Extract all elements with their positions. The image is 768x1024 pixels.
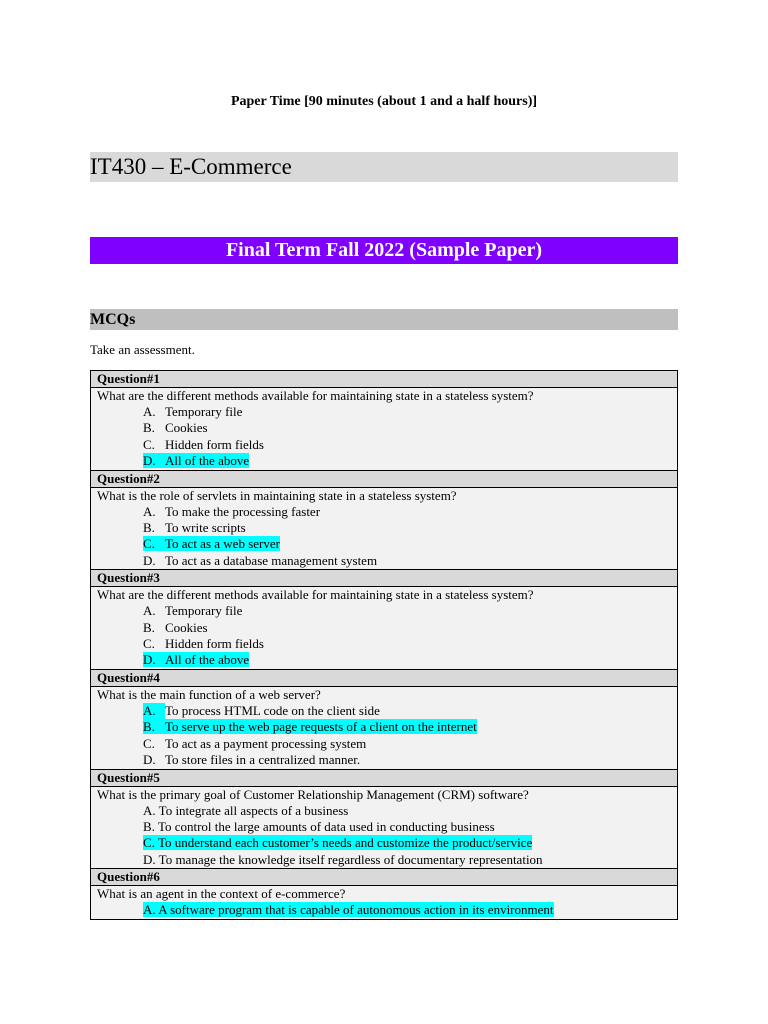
option-letter: B. bbox=[143, 420, 155, 436]
question-body-row bbox=[91, 686, 678, 769]
option-text: Temporary file bbox=[165, 603, 243, 619]
answer-option bbox=[97, 736, 671, 752]
option-text: All of the above bbox=[165, 453, 250, 469]
option-text: To store files in a centralized manner. bbox=[165, 752, 361, 768]
questions-table bbox=[90, 370, 678, 920]
option-letter: A. bbox=[143, 802, 156, 818]
question-body bbox=[91, 786, 678, 869]
answer-option bbox=[97, 803, 671, 819]
answer-option bbox=[97, 553, 671, 569]
option-text: To act as a web server bbox=[165, 536, 280, 552]
answer-option bbox=[97, 504, 671, 520]
question-text: What is the role of servlets in maintaining state in a stateless system? bbox=[97, 487, 457, 503]
answer-option bbox=[97, 703, 671, 719]
option-text: To write scripts bbox=[165, 520, 246, 536]
question-label: Question#2 bbox=[91, 470, 678, 487]
answer-option bbox=[97, 603, 671, 619]
option-letter: A. bbox=[143, 603, 156, 619]
question-body-row bbox=[91, 487, 678, 570]
question-body bbox=[91, 388, 678, 471]
answer-option bbox=[97, 520, 671, 536]
question-body-row bbox=[91, 388, 678, 471]
answer-option bbox=[97, 437, 671, 453]
option-letter: D. bbox=[143, 652, 156, 668]
answer-option bbox=[97, 835, 671, 851]
question-body bbox=[91, 886, 678, 919]
option-letter: D. bbox=[143, 752, 156, 768]
option-text: Hidden form fields bbox=[165, 436, 264, 452]
option-letter: C. bbox=[143, 835, 155, 851]
answer-option bbox=[97, 902, 671, 918]
option-text: A software program that is capable of autonomous action in its environment bbox=[158, 902, 554, 918]
question-text: What is the main function of a web server? bbox=[97, 686, 321, 702]
option-letter: B. bbox=[143, 520, 155, 536]
question-label: Question#4 bbox=[91, 669, 678, 686]
intro-text: Take an assessment. bbox=[90, 342, 195, 357]
question-header-row bbox=[91, 371, 678, 388]
option-letter: D. bbox=[143, 851, 156, 867]
question-label: Question#6 bbox=[91, 869, 678, 886]
option-letter: B. bbox=[143, 619, 155, 635]
option-text: Cookies bbox=[165, 420, 208, 436]
question-header-row bbox=[91, 769, 678, 786]
option-letter: A. bbox=[143, 503, 156, 519]
answer-option bbox=[97, 404, 671, 420]
option-text: To integrate all aspects of a business bbox=[158, 802, 349, 818]
option-text: Hidden form fields bbox=[165, 636, 264, 652]
question-header-row bbox=[91, 669, 678, 686]
option-letter: A. bbox=[143, 404, 156, 419]
option-letter: A. bbox=[143, 902, 156, 918]
option-text: To act as a database management system bbox=[165, 552, 378, 568]
option-text: To make the processing faster bbox=[165, 503, 321, 519]
course-title-text: IT430 – E-Commerce bbox=[90, 154, 292, 179]
paper-time: Paper Time [90 minutes (about 1 and a half hours)] bbox=[230, 94, 538, 109]
answer-option bbox=[97, 652, 671, 668]
answer-option bbox=[97, 636, 671, 652]
section-heading bbox=[90, 309, 678, 330]
option-text: To process HTML code on the client side bbox=[165, 702, 380, 718]
option-text: To control the large amounts of data used in conducting business bbox=[157, 818, 495, 834]
question-body-row bbox=[91, 786, 678, 869]
question-header-row bbox=[91, 570, 678, 587]
question-body bbox=[91, 686, 678, 769]
answer-option bbox=[97, 536, 671, 552]
course-title bbox=[90, 152, 678, 182]
question-body-row bbox=[91, 587, 678, 670]
question-body-row bbox=[91, 886, 678, 919]
option-text: To serve up the web page requests of a client on the internet bbox=[165, 719, 477, 735]
option-letter: C. bbox=[143, 536, 155, 552]
question-text: What is the primary goal of Customer Relationship Management (CRM) software? bbox=[97, 786, 529, 802]
question-header-row bbox=[91, 869, 678, 886]
answer-option bbox=[97, 620, 671, 636]
question-text: What are the different methods available for maintaining state in a stateless system? bbox=[97, 388, 534, 403]
term-banner: Final Term Fall 2022 (Sample Paper) bbox=[90, 237, 678, 264]
question-header-row bbox=[91, 470, 678, 487]
question-text: What is an agent in the context of e-commerce? bbox=[97, 886, 346, 902]
question-label: Question#1 bbox=[91, 371, 678, 388]
option-letter: B. bbox=[143, 818, 155, 834]
option-text: All of the above bbox=[165, 652, 250, 668]
answer-option bbox=[97, 453, 671, 469]
answer-option bbox=[97, 852, 671, 868]
option-text: Cookies bbox=[165, 619, 208, 635]
question-body bbox=[91, 587, 678, 670]
question-body bbox=[91, 487, 678, 570]
option-text: To understand each customer’s needs and customize the product/service bbox=[157, 835, 533, 851]
option-letter: D. bbox=[143, 453, 156, 469]
answer-option bbox=[97, 752, 671, 768]
section-heading-text: MCQs bbox=[90, 311, 136, 328]
option-letter: C. bbox=[143, 735, 155, 751]
question-label: Question#5 bbox=[91, 769, 678, 786]
option-letter: C. bbox=[143, 436, 155, 452]
option-letter: B. bbox=[143, 719, 155, 735]
answer-option bbox=[97, 420, 671, 436]
option-letter: A. bbox=[143, 702, 156, 718]
answer-option bbox=[97, 719, 671, 735]
option-letter: C. bbox=[143, 636, 155, 652]
option-letter: D. bbox=[143, 552, 156, 568]
question-text: What are the different methods available for maintaining state in a stateless system? bbox=[97, 587, 534, 603]
option-text: To act as a payment processing system bbox=[165, 735, 367, 751]
option-text: To manage the knowledge itself regardless of documentary representation bbox=[158, 851, 543, 867]
option-text: Temporary file bbox=[165, 404, 243, 419]
answer-option bbox=[97, 819, 671, 835]
question-label: Question#3 bbox=[91, 570, 678, 587]
